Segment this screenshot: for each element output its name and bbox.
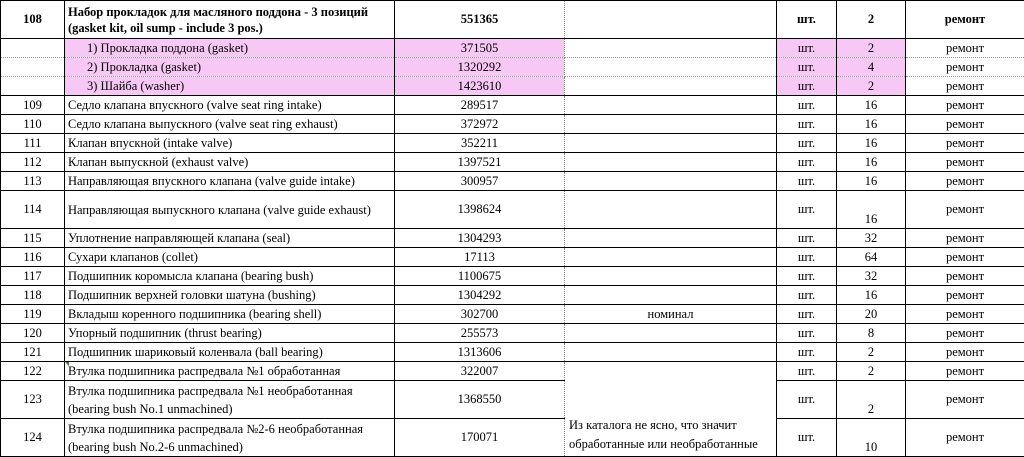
row-number[interactable]: 112 (1, 153, 65, 172)
part-code[interactable]: 302700 (395, 305, 565, 324)
part-qty[interactable]: 4 (837, 58, 906, 77)
part-name[interactable]: Седло клапана впускного (valve seat ring intake) (65, 96, 395, 115)
table-row[interactable] (1, 248, 1024, 267)
part-qty[interactable]: 16 (837, 172, 906, 191)
part-unit[interactable]: шт. (777, 324, 837, 343)
part-unit[interactable]: шт. (777, 58, 837, 77)
part-type[interactable]: ремонт (906, 248, 1024, 267)
part-unit[interactable]: шт. (777, 419, 837, 457)
part-qty[interactable]: 2 (837, 77, 906, 96)
table-row[interactable] (1, 267, 1024, 286)
part-type[interactable]: ремонт (906, 172, 1024, 191)
comment-marker-icon (65, 362, 69, 366)
table-row[interactable] (1, 96, 1024, 115)
row-number[interactable]: 119 (1, 305, 65, 324)
part-qty[interactable]: 20 (837, 305, 906, 324)
part-note[interactable] (565, 39, 777, 58)
part-name[interactable]: Подшипник верхней головки шатуна (bushing) (65, 286, 395, 305)
table-row[interactable] (1, 362, 1024, 381)
part-name[interactable]: Клапан выпускной (exhaust valve) (65, 153, 395, 172)
table-row[interactable] (1, 305, 1024, 324)
part-note[interactable] (565, 191, 777, 229)
part-qty[interactable]: 2 (837, 381, 906, 419)
part-type[interactable]: ремонт (906, 134, 1024, 153)
part-qty[interactable]: 8 (837, 324, 906, 343)
part-qty[interactable]: 32 (837, 267, 906, 286)
part-type[interactable]: ремонт (906, 324, 1024, 343)
part-name[interactable]: Втулка подшипника распредвала №1 необработанная (bearing bush No.1 unmachined) (65, 381, 395, 419)
row-number[interactable]: 116 (1, 248, 65, 267)
part-qty[interactable]: 2 (837, 1, 906, 39)
part-code[interactable]: 1313606 (395, 343, 565, 362)
part-unit[interactable]: шт. (777, 96, 837, 115)
part-unit[interactable]: шт. (777, 229, 837, 248)
part-code[interactable]: 372972 (395, 115, 565, 134)
row-number[interactable]: 108 (1, 1, 65, 39)
part-qty[interactable]: 16 (837, 153, 906, 172)
part-note[interactable]: номинал (565, 305, 777, 324)
table-row[interactable] (1, 381, 1024, 419)
part-code[interactable]: 300957 (395, 172, 565, 191)
row-number[interactable]: 115 (1, 229, 65, 248)
part-name[interactable]: Упорный подшипник (thrust bearing) (65, 324, 395, 343)
part-name[interactable]: Подшипник шариковый коленвала (ball bearing) (65, 343, 395, 362)
part-code[interactable]: 1304292 (395, 286, 565, 305)
part-qty[interactable]: 32 (837, 229, 906, 248)
part-name[interactable]: Уплотнение направляющей клапана (seal) (65, 229, 395, 248)
row-number[interactable]: 114 (1, 191, 65, 229)
part-note[interactable] (565, 343, 777, 362)
table-row[interactable] (1, 58, 1024, 77)
part-qty[interactable]: 64 (837, 248, 906, 267)
part-qty[interactable]: 2 (837, 39, 906, 58)
table-row[interactable] (1, 324, 1024, 343)
part-type[interactable]: ремонт (906, 1, 1024, 39)
table-row[interactable] (1, 343, 1024, 362)
part-note[interactable] (565, 134, 777, 153)
part-code[interactable]: 1304293 (395, 229, 565, 248)
part-type[interactable]: ремонт (906, 229, 1024, 248)
row-number[interactable]: 122 (1, 362, 65, 381)
part-code[interactable]: 322007 (395, 362, 565, 381)
part-qty[interactable]: 16 (837, 96, 906, 115)
table-row[interactable] (1, 39, 1024, 58)
part-code[interactable]: 289517 (395, 96, 565, 115)
part-note[interactable] (565, 115, 777, 134)
table-row[interactable] (1, 134, 1024, 153)
part-name[interactable]: 3) Шайба (washer) (65, 77, 395, 96)
part-type[interactable]: ремонт (906, 115, 1024, 134)
part-qty[interactable]: 16 (837, 134, 906, 153)
row-number[interactable]: 120 (1, 324, 65, 343)
part-type[interactable]: ремонт (906, 96, 1024, 115)
part-unit[interactable]: шт. (777, 134, 837, 153)
row-number[interactable]: 113 (1, 172, 65, 191)
part-name[interactable]: Направляющая выпускного клапана (valve guide exhaust) (65, 191, 395, 229)
part-unit[interactable]: шт. (777, 381, 837, 419)
row-number[interactable]: 121 (1, 343, 65, 362)
part-qty[interactable]: 2 (837, 362, 906, 381)
part-unit[interactable]: шт. (777, 172, 837, 191)
part-name[interactable]: 2) Прокладка (gasket) (65, 58, 395, 77)
row-number[interactable]: 123 (1, 381, 65, 419)
part-code[interactable]: 352211 (395, 134, 565, 153)
part-note[interactable] (565, 172, 777, 191)
part-type[interactable]: ремонт (906, 39, 1024, 58)
part-unit[interactable]: шт. (777, 1, 837, 39)
part-note[interactable] (565, 58, 777, 77)
part-unit[interactable]: шт. (777, 153, 837, 172)
part-type[interactable]: ремонт (906, 77, 1024, 96)
part-note[interactable] (565, 286, 777, 305)
part-unit[interactable]: шт. (777, 248, 837, 267)
part-code[interactable]: 1100675 (395, 267, 565, 286)
row-number[interactable]: 124 (1, 419, 65, 457)
part-note[interactable] (565, 248, 777, 267)
part-note[interactable] (565, 77, 777, 96)
table-row[interactable] (1, 172, 1024, 191)
part-code[interactable]: 1320292 (395, 58, 565, 77)
row-number[interactable]: 109 (1, 96, 65, 115)
part-type[interactable]: ремонт (906, 343, 1024, 362)
part-qty[interactable]: 10 (837, 419, 906, 457)
part-qty[interactable]: 2 (837, 343, 906, 362)
part-code[interactable]: 17113 (395, 248, 565, 267)
part-unit[interactable]: шт. (777, 191, 837, 229)
part-name[interactable]: Направляющая впускного клапана (valve guide intake) (65, 172, 395, 191)
part-type[interactable]: ремонт (906, 286, 1024, 305)
part-code[interactable]: 1397521 (395, 153, 565, 172)
part-note[interactable] (565, 324, 777, 343)
table-row[interactable] (1, 286, 1024, 305)
row-number[interactable]: 117 (1, 267, 65, 286)
part-type[interactable]: ремонт (906, 305, 1024, 324)
row-number[interactable]: 111 (1, 134, 65, 153)
merged-note[interactable]: Из каталога не ясно, что значит обработанные или необработанные (565, 362, 777, 457)
part-note[interactable] (565, 96, 777, 115)
row-number[interactable]: 118 (1, 286, 65, 305)
part-type[interactable]: ремонт (906, 153, 1024, 172)
part-name[interactable]: Вкладыш коренного подшипника (bearing shell) (65, 305, 395, 324)
part-unit[interactable]: шт. (777, 362, 837, 381)
row-number[interactable] (1, 77, 65, 96)
part-unit[interactable]: шт. (777, 115, 837, 134)
part-note[interactable] (565, 229, 777, 248)
part-unit[interactable]: шт. (777, 343, 837, 362)
part-name-text: Втулка подшипника распредвала №1 обработанная (68, 364, 340, 378)
part-type[interactable]: ремонт (906, 362, 1024, 381)
row-number[interactable]: 110 (1, 115, 65, 134)
part-type[interactable]: ремонт (906, 267, 1024, 286)
part-unit[interactable]: шт. (777, 39, 837, 58)
part-unit[interactable]: шт. (777, 286, 837, 305)
part-type[interactable]: ремонт (906, 419, 1024, 457)
part-name[interactable]: Втулка подшипника распредвала №2-6 необработанная (bearing bush No.2-6 unmachined) (65, 419, 395, 457)
table-row[interactable] (1, 77, 1024, 96)
part-unit[interactable]: шт. (777, 77, 837, 96)
part-name[interactable]: Набор прокладок для масляного поддона - 3 позиций (gasket kit, oil sump - include 3 pos.) (65, 1, 395, 39)
part-code[interactable]: 551365 (395, 1, 565, 39)
row-number[interactable] (1, 58, 65, 77)
part-note[interactable] (565, 153, 777, 172)
part-name[interactable]: Сухари клапанов (collet) (65, 248, 395, 267)
part-code[interactable]: 371505 (395, 39, 565, 58)
part-name[interactable]: 1) Прокладка поддона (gasket) (65, 39, 395, 58)
table-row[interactable] (1, 1, 1024, 39)
part-note[interactable] (565, 267, 777, 286)
part-qty[interactable]: 16 (837, 191, 906, 229)
table-row[interactable] (1, 229, 1024, 248)
table-row[interactable] (1, 419, 1024, 457)
part-qty[interactable]: 16 (837, 115, 906, 134)
part-unit[interactable]: шт. (777, 305, 837, 324)
table-row[interactable] (1, 153, 1024, 172)
part-qty[interactable]: 16 (837, 286, 906, 305)
part-code[interactable]: 255573 (395, 324, 565, 343)
part-type[interactable]: ремонт (906, 191, 1024, 229)
part-name[interactable]: Подшипник коромысла клапана (bearing bush) (65, 267, 395, 286)
table-row[interactable] (1, 191, 1024, 229)
part-code[interactable]: 170071 (395, 419, 565, 457)
part-type[interactable]: ремонт (906, 58, 1024, 77)
part-name[interactable] (65, 362, 395, 381)
part-name[interactable]: Клапан впускной (intake valve) (65, 134, 395, 153)
row-number[interactable] (1, 39, 65, 58)
part-code[interactable]: 1368550 (395, 381, 565, 419)
part-note[interactable] (565, 1, 777, 39)
part-name[interactable]: Седло клапана выпускного (valve seat ring exhaust) (65, 115, 395, 134)
part-code[interactable]: 1423610 (395, 77, 565, 96)
table-row[interactable] (1, 115, 1024, 134)
part-type[interactable]: ремонт (906, 381, 1024, 419)
part-unit[interactable]: шт. (777, 267, 837, 286)
part-code[interactable]: 1398624 (395, 191, 565, 229)
